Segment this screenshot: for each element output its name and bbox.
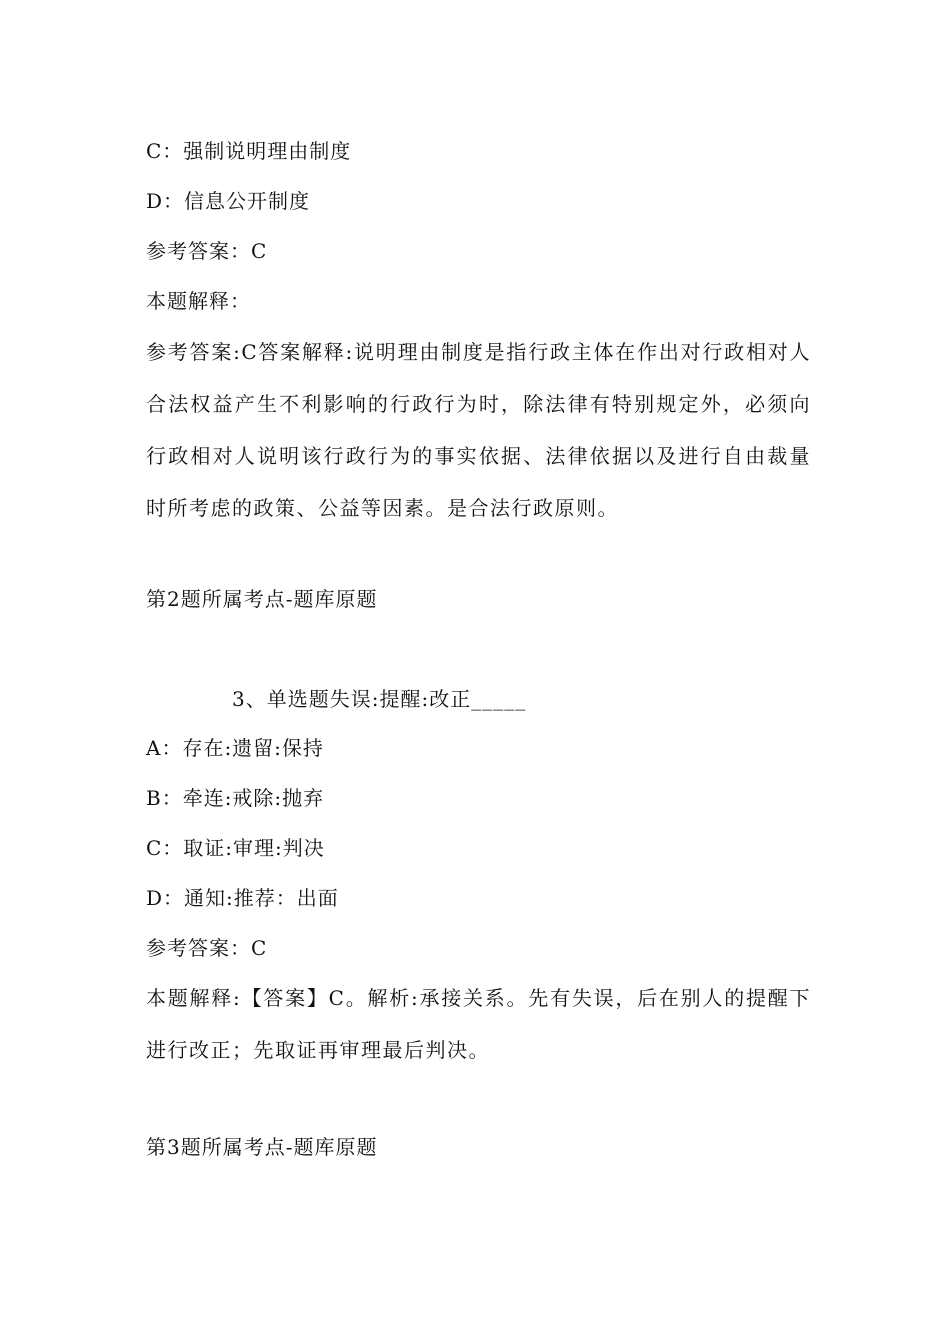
q3-answer: 参考答案：C — [146, 936, 268, 960]
q3-option-a: A：存在:遗留:保持 — [146, 736, 324, 760]
q3-stem: 3、单选题失误:提醒:改正_____ — [232, 687, 527, 711]
q3-topic: 第3题所属考点-题库原题 — [146, 1135, 378, 1159]
q3-option-b: B：牵连:戒除:抛弃 — [146, 786, 325, 810]
q3-explain-text: 本题解释:【答案】C。解析:承接关系。先有失误，后在别人的提醒下进行改正；先取证再审理最后判决。 — [146, 986, 811, 1062]
q2-topic: 第2题所属考点-题库原题 — [146, 587, 378, 611]
q2-option-c: C：强制说明理由制度 — [146, 139, 352, 163]
q2-explain-label: 本题解释： — [146, 289, 251, 313]
q2-option-d: D：信息公开制度 — [146, 189, 311, 213]
q2-answer: 参考答案：C — [146, 239, 268, 263]
q3-option-d: D：通知:推荐：出面 — [146, 886, 339, 910]
q3-option-c: C：取证:审理:判决 — [146, 836, 325, 860]
q2-explain-text: 参考答案:C答案解释:说明理由制度是指行政主体在作出对行政相对人合法权益产生不利影响的行政行为时，除法律有特别规定外，必须向行政相对人说明该行政行为的事实依据、法律依据以及进行自由裁量时所考虑的政策、公益等因素。是合法行政原则。 — [146, 340, 811, 520]
